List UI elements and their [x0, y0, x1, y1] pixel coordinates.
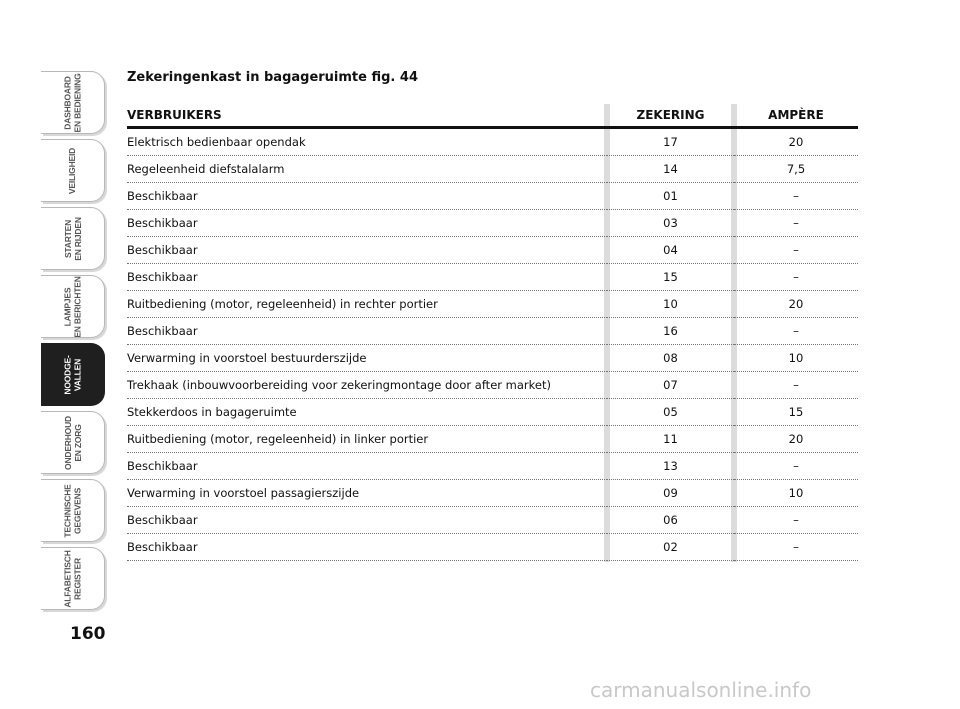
- table-row: [127, 507, 858, 534]
- table-row: [127, 372, 858, 399]
- table-row: [127, 453, 858, 480]
- tab-label: NOODGE- VALLEN: [62, 354, 83, 395]
- cell-ampere: 10: [734, 345, 858, 372]
- tab-label: DASHBOARD EN BEDIENING: [62, 73, 83, 132]
- cell-ampere: –: [734, 507, 858, 534]
- tab-label: ONDERHOUD EN ZORG: [62, 415, 83, 470]
- cell-consumer: Beschikbaar: [127, 264, 607, 291]
- tab-lampjes[interactable]: [41, 275, 105, 338]
- cell-consumer: Trekhaak (inbouwvoorbereiding voor zekeringmontage door after market): [127, 372, 607, 399]
- tab-noodgevallen[interactable]: [41, 343, 105, 406]
- cell-fuse: 11: [607, 426, 734, 453]
- cell-ampere: –: [734, 264, 858, 291]
- cell-fuse: 14: [607, 156, 734, 183]
- cell-fuse: 15: [607, 264, 734, 291]
- table-row: [127, 264, 858, 291]
- cell-fuse: 16: [607, 318, 734, 345]
- cell-ampere: –: [734, 318, 858, 345]
- table-row: [127, 426, 858, 453]
- cell-ampere: –: [734, 183, 858, 210]
- cell-fuse: 01: [607, 183, 734, 210]
- table-row: [127, 128, 858, 156]
- cell-fuse: 17: [607, 128, 734, 156]
- cell-ampere: 20: [734, 291, 858, 318]
- cell-fuse: 09: [607, 480, 734, 507]
- cell-fuse: 10: [607, 291, 734, 318]
- tab-dashboard[interactable]: [41, 71, 105, 134]
- table-row: [127, 291, 858, 318]
- cell-fuse: 13: [607, 453, 734, 480]
- watermark: carmanualsonline.info: [590, 678, 812, 702]
- header-zekering: ZEKERING: [607, 104, 734, 128]
- table-row: [127, 210, 858, 237]
- cell-consumer: Beschikbaar: [127, 183, 607, 210]
- cell-consumer: Regeleenheid diefstalalarm: [127, 156, 607, 183]
- cell-consumer: Elektrisch bedienbaar opendak: [127, 128, 607, 156]
- tab-veiligheid[interactable]: [41, 139, 105, 202]
- cell-ampere: 10: [734, 480, 858, 507]
- tab-label: STARTEN EN RIJDEN: [62, 216, 83, 261]
- cell-fuse: 06: [607, 507, 734, 534]
- cell-consumer: Beschikbaar: [127, 210, 607, 237]
- cell-fuse: 08: [607, 345, 734, 372]
- tab-label: VEILIGHEID: [67, 147, 78, 194]
- cell-consumer: Ruitbediening (motor, regeleenheid) in linker portier: [127, 426, 607, 453]
- table-body: [127, 128, 858, 561]
- tab-onderhoud[interactable]: [41, 411, 105, 474]
- table-row: [127, 318, 858, 345]
- cell-consumer: Beschikbaar: [127, 318, 607, 345]
- cell-consumer: Beschikbaar: [127, 237, 607, 264]
- cell-fuse: 05: [607, 399, 734, 426]
- table-header-row: [127, 104, 858, 128]
- cell-fuse: 04: [607, 237, 734, 264]
- cell-consumer: Beschikbaar: [127, 453, 607, 480]
- cell-fuse: 03: [607, 210, 734, 237]
- table-row: [127, 399, 858, 426]
- cell-consumer: Stekkerdoos in bagageruimte: [127, 399, 607, 426]
- tab-label: ALFABETISCH REGISTER: [62, 549, 83, 608]
- header-ampere: AMPÈRE: [734, 104, 858, 128]
- cell-consumer: Ruitbediening (motor, regeleenheid) in rechter portier: [127, 291, 607, 318]
- tab-register[interactable]: [41, 547, 105, 610]
- cell-fuse: 02: [607, 534, 734, 561]
- tab-label: LAMPJES EN BERICHTEN: [62, 275, 83, 338]
- table-row: [127, 534, 858, 561]
- cell-consumer: Beschikbaar: [127, 507, 607, 534]
- tab-technische[interactable]: [41, 479, 105, 542]
- table-row: [127, 156, 858, 183]
- table-row: [127, 183, 858, 210]
- fuse-table: [127, 104, 858, 561]
- section-title: Zekeringenkast in bagageruimte fig. 44: [127, 70, 418, 85]
- cell-consumer: Verwarming in voorstoel passagierszijde: [127, 480, 607, 507]
- cell-consumer: Beschikbaar: [127, 534, 607, 561]
- cell-ampere: 7,5: [734, 156, 858, 183]
- table-row: [127, 237, 858, 264]
- cell-ampere: 15: [734, 399, 858, 426]
- cell-fuse: 07: [607, 372, 734, 399]
- tab-starten[interactable]: [41, 207, 105, 270]
- cell-ampere: –: [734, 372, 858, 399]
- cell-ampere: –: [734, 453, 858, 480]
- cell-ampere: –: [734, 237, 858, 264]
- fuse-table-wrapper: [127, 104, 858, 561]
- header-verbruikers: VERBRUIKERS: [127, 104, 607, 128]
- cell-ampere: 20: [734, 128, 858, 156]
- tab-label: TECHNISCHE GEGEVENS: [62, 483, 83, 538]
- cell-ampere: –: [734, 210, 858, 237]
- cell-consumer: Verwarming in voorstoel bestuurderszijde: [127, 345, 607, 372]
- cell-ampere: 20: [734, 426, 858, 453]
- page-number: 160: [70, 624, 106, 644]
- cell-ampere: –: [734, 534, 858, 561]
- table-row: [127, 480, 858, 507]
- table-row: [127, 345, 858, 372]
